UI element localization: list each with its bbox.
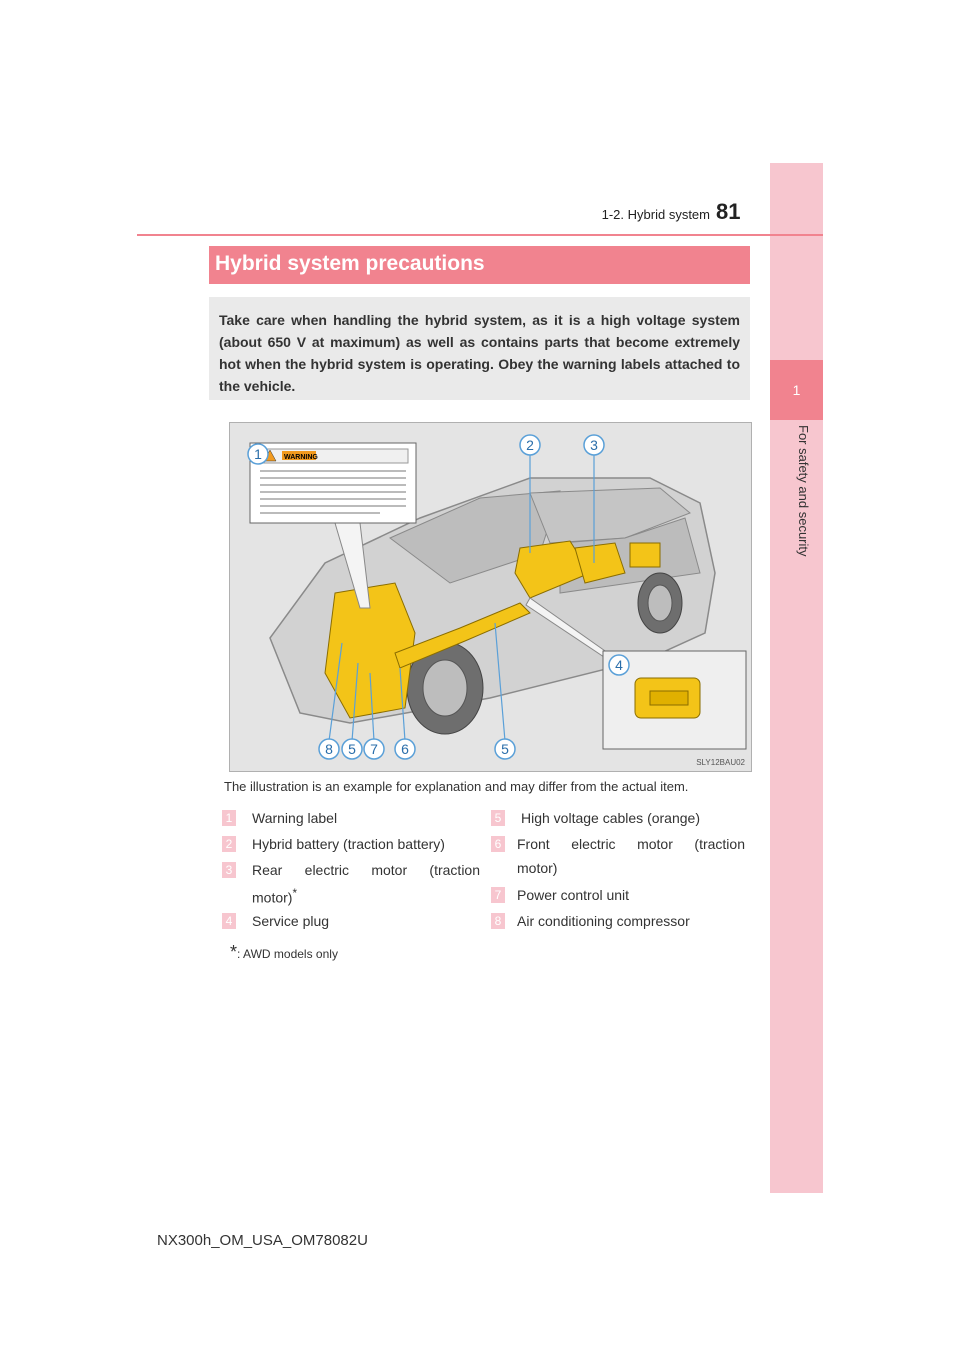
callout-7: 7 bbox=[370, 741, 378, 757]
illustration-code: SLY12BAU02 bbox=[696, 758, 745, 767]
item-label: Rear electric motor (traction bbox=[252, 862, 480, 878]
chapter-label: For safety and security bbox=[796, 425, 811, 557]
hybrid-system-illustration bbox=[229, 422, 752, 772]
callout-5a: 5 bbox=[348, 741, 356, 757]
callout-2: 2 bbox=[526, 437, 534, 453]
callout-4: 4 bbox=[615, 657, 623, 673]
item-number-badge: 7 bbox=[491, 887, 505, 903]
item-label: Warning label bbox=[252, 810, 338, 826]
item-number-badge: 5 bbox=[491, 810, 505, 826]
item-label: Front electric motor (traction bbox=[517, 836, 745, 852]
header-rule bbox=[137, 234, 823, 236]
title-bar bbox=[209, 246, 750, 284]
intro-box bbox=[209, 297, 750, 400]
callout-3: 3 bbox=[590, 437, 598, 453]
callout-8: 8 bbox=[325, 741, 333, 757]
page-number: 81 bbox=[716, 199, 741, 224]
chapter-number: 1 bbox=[770, 360, 823, 420]
list-item bbox=[222, 913, 480, 933]
svg-text:WARNING: WARNING bbox=[284, 454, 318, 461]
vehicle-diagram bbox=[230, 423, 751, 771]
item-number-badge: 8 bbox=[491, 913, 505, 929]
item-number-badge: 1 bbox=[222, 810, 236, 826]
item-label-line2: motor)* bbox=[252, 887, 297, 906]
item-label: High voltage cables (orange) bbox=[521, 810, 700, 826]
item-label: Air conditioning compressor bbox=[517, 913, 690, 929]
item-label: Service plug bbox=[252, 913, 330, 929]
footnote-marker: * bbox=[230, 942, 238, 962]
page-title: Hybrid system precautions bbox=[215, 252, 485, 275]
list-item bbox=[222, 862, 480, 910]
intro-text: Take care when handling the hybrid system, as it is a high voltage system (about 650 V at maximum) as well as contains parts that become extremely hot when the hybrid system is operating. Obey the warning labels attached to the vehicle. bbox=[219, 312, 740, 394]
footnote bbox=[230, 942, 338, 963]
list-item bbox=[491, 913, 751, 933]
list-item bbox=[222, 836, 480, 856]
item-number-badge: 4 bbox=[222, 913, 236, 929]
callout-5b: 5 bbox=[501, 741, 509, 757]
list-item bbox=[491, 887, 751, 907]
callout-6: 6 bbox=[401, 741, 409, 757]
list-item bbox=[491, 810, 751, 830]
illustration-caption: The illustration is an example for explanation and may differ from the actual item. bbox=[224, 779, 689, 794]
list-item bbox=[222, 810, 480, 830]
footnote-marker: * bbox=[292, 887, 297, 900]
item-number-badge: 2 bbox=[222, 836, 236, 852]
item-number-badge: 6 bbox=[491, 836, 505, 852]
footnote-text: : AWD models only bbox=[237, 947, 338, 961]
item-label-line2: motor) bbox=[517, 860, 558, 876]
section-title: 1-2. Hybrid system bbox=[601, 207, 710, 222]
document-code: NX300h_OM_USA_OM78082U bbox=[157, 1232, 368, 1249]
item-number-badge: 3 bbox=[222, 862, 236, 878]
list-item bbox=[491, 836, 751, 880]
callout-1: 1 bbox=[254, 446, 262, 462]
item-label: Power control unit bbox=[517, 887, 630, 903]
side-chapter-tab bbox=[770, 163, 823, 1193]
item-label: Hybrid battery (traction battery) bbox=[252, 836, 445, 852]
